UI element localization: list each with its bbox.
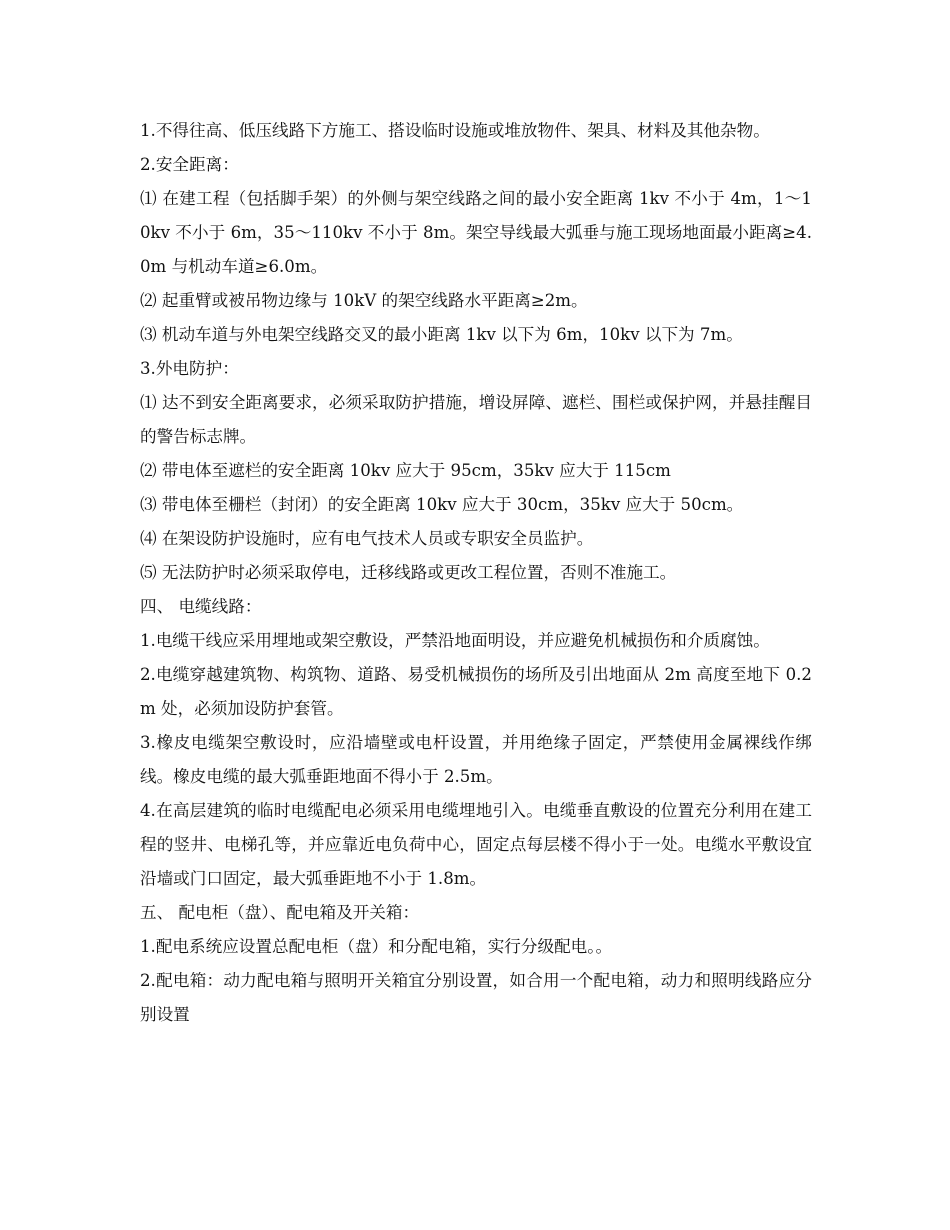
paragraph-15: 3.橡皮电缆架空敷设时，应沿墙壁或电杆设置，并用绝缘子固定，严禁使用金属裸线作绑线。橡皮电缆的最大弧垂距地面不得小于 2.5m。	[140, 733, 812, 786]
paragraph-13: 1.电缆干线应采用埋地或架空敷设，严禁沿地面明设，并应避免机械损伤和介质腐蚀。	[140, 631, 770, 650]
paragraph-4: ⑵ 起重臂或被吊物边缘与 10kV 的架空线路水平距离≥2m。	[140, 291, 588, 310]
section-heading-4: 四、 电缆线路：	[140, 597, 262, 616]
paragraph-9: ⑶ 带电体至栅栏（封闭）的安全距离 10kv 应大于 30cm，35kv 应大于 50cm。	[140, 495, 744, 514]
paragraph-6: 3.外电防护：	[140, 359, 239, 378]
paragraph-14: 2.电缆穿越建筑物、构筑物、道路、易受机械损伤的场所及引出地面从 2m 高度至地下 0.2m 处，必须加设防护套管。	[140, 665, 812, 718]
paragraph-8: ⑵ 带电体至遮栏的安全距离 10kv 应大于 95cm，35kv 应大于 115cm	[140, 461, 671, 480]
paragraph-10: ⑷ 在架设防护设施时，应有电气技术人员或专职安全员监护。	[140, 529, 594, 548]
section-heading-5: 五、 配电柜（盘）、配电箱及开关箱：	[140, 903, 420, 922]
paragraph-5: ⑶ 机动车道与外电架空线路交叉的最小距离 1kv 以下为 6m，10kv 以下为 7m。	[140, 325, 743, 344]
paragraph-3: ⑴ 在建工程（包括脚手架）的外侧与架空线路之间的最小安全距离 1kv 不小于 4m，1～10kv 不小于 6m，35～110kv 不小于 8m。架空导线最大弧垂与施工现场地面最小距离≥4.0m 与机动车道≥6.0m。	[140, 189, 812, 276]
paragraph-2: 2.安全距离：	[140, 155, 239, 174]
paragraph-7: ⑴ 达不到安全距离要求，必须采取防护措施，增设屏障、遮栏、围栏或保护网，并悬挂醒目的警告标志牌。	[140, 393, 812, 446]
paragraph-1: 1.不得往高、低压线路下方施工、搭设临时设施或堆放物件、架具、材料及其他杂物。	[140, 121, 770, 140]
paragraph-18: 1.配电系统应设置总配电柜（盘）和分配电箱，实行分级配电。。	[140, 937, 613, 956]
paragraph-16: 4.在高层建筑的临时电缆配电必须采用电缆埋地引入。电缆垂直敷设的位置充分利用在建工程的竖井、电梯孔等，并应靠近电负荷中心，固定点每层楼不得小于一处。电缆水平敷设宜沿墙或门口固定，最大弧垂距地不小于 1.8m。	[140, 801, 812, 888]
document-body	[140, 114, 812, 1032]
paragraph-19: 2.配电箱：动力配电箱与照明开关箱宜分别设置，如合用一个配电箱，动力和照明线路应分别设置	[140, 971, 812, 1024]
paragraph-11: ⑸ 无法防护时必须采取停电，迁移线路或更改工程位置，否则不准施工。	[140, 563, 677, 582]
